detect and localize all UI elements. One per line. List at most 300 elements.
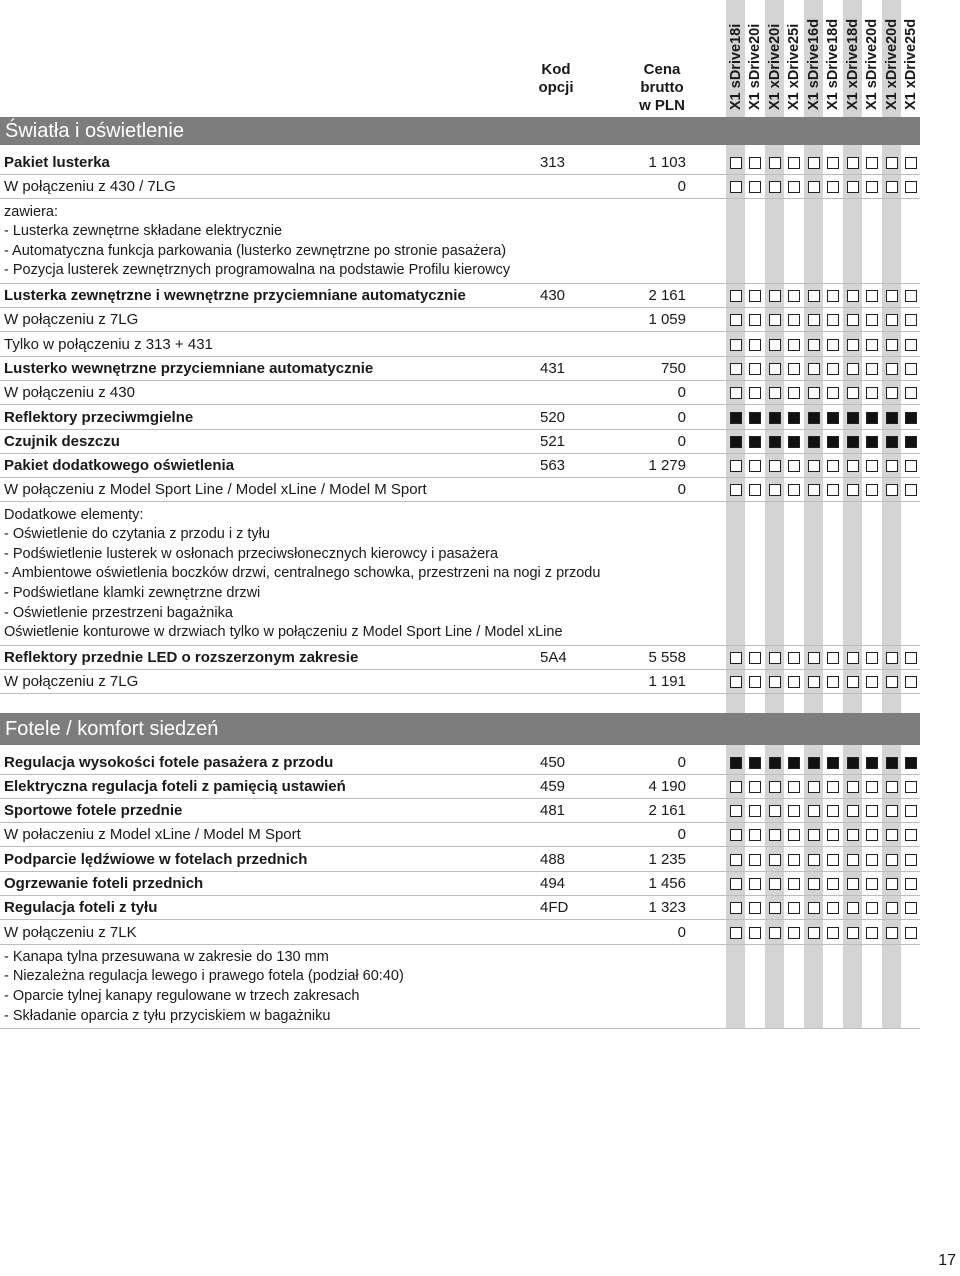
standard-equipment-square [749,412,761,424]
option-row [0,751,920,775]
option-row [0,333,920,357]
optional-equipment-square [808,805,820,817]
optional-equipment-square [905,314,917,326]
model-header-label: X1 sDrive20d [864,18,880,110]
optional-equipment-square [730,878,742,890]
standard-equipment-square [847,436,859,448]
optional-equipment-square [749,387,761,399]
option-row [0,151,920,175]
option-row [0,848,920,872]
optional-equipment-square [905,363,917,375]
optional-equipment-square [769,484,781,496]
standard-equipment-square [886,412,898,424]
optional-equipment-square [769,652,781,664]
optional-equipment-square [749,829,761,841]
option-name: W połączeniu z Model Sport Line / Model xLine / Model M Sport [4,481,427,499]
optional-equipment-square [886,314,898,326]
optional-equipment-square [769,829,781,841]
optional-equipment-square [827,314,839,326]
optional-equipment-square [905,805,917,817]
option-price: 1 191 [648,673,686,691]
optional-equipment-square [730,676,742,688]
optional-equipment-square [905,181,917,193]
optional-equipment-square [769,902,781,914]
optional-equipment-square [886,290,898,302]
optional-equipment-square [808,902,820,914]
optional-equipment-square [788,829,800,841]
option-row [0,430,920,454]
optional-equipment-square [827,927,839,939]
option-row [0,478,920,502]
standard-equipment-square [808,757,820,769]
option-price: 1 279 [648,457,686,475]
option-name: Lusterko wewnętrzne przyciemniane automatycznie [4,359,374,377]
optional-equipment-square [788,484,800,496]
model-header [785,0,803,110]
price-header-line: w PLN [639,97,685,114]
optional-equipment-square [866,652,878,664]
standard-equipment-square [866,436,878,448]
option-price: 1 059 [648,311,686,329]
option-price: 0 [677,923,686,941]
optional-equipment-square [788,339,800,351]
model-header-label: X1 sDrive20i [747,23,763,110]
standard-equipment-square [866,757,878,769]
option-name: Lusterka zewnętrzne i wewnętrzne przyciemniane automatycznie [4,287,466,304]
optional-equipment-square [730,927,742,939]
optional-equipment-square [749,781,761,793]
optional-equipment-square [749,805,761,817]
optional-equipment-square [788,902,800,914]
optional-equipment-square [866,829,878,841]
note-line: - Oświetlenie do czytania z przodu i z tyłu [4,526,270,543]
option-price: 4 190 [648,777,686,795]
note-line: - Składanie oparcia z tyłu przyciskiem w bagażniku [4,1007,331,1024]
optional-equipment-square [808,829,820,841]
optional-equipment-square [808,290,820,302]
optional-equipment-square [769,781,781,793]
option-row [0,872,920,896]
option-code: 459 [540,777,566,795]
option-name: Podparcie lędźwiowe w fotelach przednich [4,850,308,868]
optional-equipment-square [827,484,839,496]
optional-equipment-square [749,181,761,193]
option-row [0,357,920,381]
option-name: Regulacja foteli z tyłu [4,899,158,917]
optional-equipment-square [886,181,898,193]
standard-equipment-square [788,412,800,424]
option-row [0,670,920,694]
model-header [902,0,920,110]
note-line: Dodatkowe elementy: [4,506,144,523]
optional-equipment-square [905,781,917,793]
optional-equipment-square [769,157,781,169]
option-name: Pakiet dodatkowego oświetlenia [4,457,235,475]
standard-equipment-square [847,412,859,424]
optional-equipment-square [730,829,742,841]
standard-equipment-square [749,436,761,448]
optional-equipment-square [866,387,878,399]
optional-equipment-square [730,290,742,302]
optional-equipment-square [769,290,781,302]
optional-equipment-square [749,339,761,351]
optional-equipment-square [866,363,878,375]
optional-equipment-square [847,902,859,914]
standard-equipment-square [905,757,917,769]
optional-equipment-square [769,339,781,351]
optional-equipment-square [866,314,878,326]
optional-equipment-square [886,339,898,351]
optional-equipment-square [769,363,781,375]
optional-equipment-square [730,652,742,664]
optional-equipment-square [827,157,839,169]
standard-equipment-square [730,757,742,769]
option-price: 0 [677,753,686,771]
option-name: W połączeniu z 430 / 7LG [4,178,176,196]
standard-equipment-square [827,412,839,424]
option-code: 313 [540,154,566,171]
optional-equipment-square [730,854,742,866]
optional-equipment-square [769,805,781,817]
model-header-label: X1 xDrive20i [767,23,783,110]
model-header-label: X1 sDrive16d [806,18,822,110]
model-header [805,0,823,110]
optional-equipment-square [788,878,800,890]
model-header [746,0,764,110]
optional-equipment-square [788,805,800,817]
optional-equipment-square [847,829,859,841]
optional-equipment-square [886,157,898,169]
option-code: 450 [540,753,566,771]
optional-equipment-square [905,652,917,664]
optional-equipment-square [886,387,898,399]
standard-equipment-square [827,436,839,448]
option-code: 481 [540,802,566,820]
optional-equipment-square [847,484,859,496]
optional-equipment-square [749,927,761,939]
standard-equipment-square [886,757,898,769]
optional-equipment-square [886,676,898,688]
optional-equipment-square [827,676,839,688]
optional-equipment-square [905,676,917,688]
optional-equipment-square [730,484,742,496]
optional-equipment-square [827,387,839,399]
optional-equipment-square [886,652,898,664]
option-price: 0 [677,481,686,499]
optional-equipment-square [788,290,800,302]
optional-equipment-square [905,339,917,351]
option-name: W połączeniu z 430 [4,384,135,402]
optional-equipment-square [788,387,800,399]
optional-equipment-square [866,676,878,688]
optional-equipment-square [808,652,820,664]
optional-equipment-square [886,805,898,817]
optional-equipment-square [905,829,917,841]
option-row [0,799,920,823]
optional-equipment-square [788,676,800,688]
optional-equipment-square [808,676,820,688]
option-code: 430 [540,287,566,304]
standard-equipment-square [769,436,781,448]
code-header-line: opcji [538,79,574,96]
note-line: - Podświetlenie lusterek w osłonach przeciwsłonecznych kierowcy i pasażera [4,545,499,562]
optional-equipment-square [847,676,859,688]
option-code: 4FD [540,899,569,917]
option-name: W połączeniu z 7LG [4,673,139,691]
optional-equipment-square [827,460,839,472]
optional-equipment-square [866,460,878,472]
optional-equipment-square [886,927,898,939]
optional-equipment-square [749,878,761,890]
option-note [0,200,920,284]
optional-equipment-square [788,460,800,472]
option-row [0,381,920,405]
option-price: 2 161 [648,287,686,304]
optional-equipment-square [827,878,839,890]
option-row [0,308,920,332]
option-note [0,945,920,1029]
optional-equipment-square [827,781,839,793]
optional-equipment-square [866,878,878,890]
standard-equipment-square [769,757,781,769]
optional-equipment-square [808,854,820,866]
note-line: - Niezależna regulacja lewego i prawego fotela (podział 60:40) [4,968,404,985]
code-column-header [526,61,586,97]
note-line: Oświetlenie konturowe w drzwiach tylko w połączeniu z Model Sport Line / Model xLine [4,624,563,641]
standard-equipment-square [905,412,917,424]
optional-equipment-square [769,676,781,688]
optional-equipment-square [808,157,820,169]
price-header-line: Cena [643,61,681,78]
optional-equipment-square [905,157,917,169]
optional-equipment-square [827,854,839,866]
optional-equipment-square [886,878,898,890]
option-code: 563 [540,457,566,475]
optional-equipment-square [847,927,859,939]
optional-equipment-square [866,484,878,496]
optional-equipment-square [886,460,898,472]
model-header-label: X1 sDrive18i [728,23,744,110]
optional-equipment-square [905,484,917,496]
option-code: 431 [540,359,566,377]
optional-equipment-square [749,676,761,688]
option-row [0,284,920,308]
optional-equipment-square [827,339,839,351]
optional-equipment-square [749,363,761,375]
standard-equipment-square [847,757,859,769]
optional-equipment-square [730,781,742,793]
option-price: 1 323 [648,899,686,917]
optional-equipment-square [847,387,859,399]
option-note [0,503,920,646]
model-header-label: X1 xDrive25i [786,23,802,110]
option-price: 0 [677,178,686,196]
option-price: 1 456 [648,875,686,892]
optional-equipment-square [769,387,781,399]
note-line: - Kanapa tylna przesuwana w zakresie do 130 mm [4,948,329,965]
optional-equipment-square [788,157,800,169]
model-header-label: X1 sDrive18d [825,18,841,110]
note-line: - Ambientowe oświetlenia boczków drzwi, centralnego schowka, przestrzeni na nogi z przodu [4,565,601,582]
optional-equipment-square [905,387,917,399]
optional-equipment-square [730,902,742,914]
option-name: Regulacja wysokości fotele pasażera z przodu [4,753,334,771]
optional-equipment-square [788,181,800,193]
optional-equipment-square [866,290,878,302]
option-price: 0 [677,408,686,426]
option-row [0,896,920,920]
option-row [0,406,920,430]
optional-equipment-square [847,652,859,664]
option-name: W połaczeniu z Model xLine / Model M Sport [4,826,301,844]
optional-equipment-square [827,652,839,664]
optional-equipment-square [886,854,898,866]
optional-equipment-square [730,460,742,472]
standard-equipment-square [749,757,761,769]
option-code: 5A4 [540,648,567,666]
note-line: - Pozycja lusterek zewnętrznych programowalna na podstawie Profilu kierowcy [4,262,511,279]
standard-equipment-square [730,412,742,424]
optional-equipment-square [788,363,800,375]
optional-equipment-square [730,805,742,817]
option-row [0,775,920,799]
optional-equipment-square [905,854,917,866]
option-price: 1 235 [648,850,686,868]
option-name: Reflektory przednie LED o rozszerzonym zakresie [4,648,359,666]
optional-equipment-square [847,805,859,817]
option-name: W połączeniu z 7LG [4,311,139,329]
optional-equipment-square [847,157,859,169]
model-header-label: X1 xDrive25d [903,18,919,110]
optional-equipment-square [866,157,878,169]
optional-equipment-square [808,878,820,890]
option-row [0,921,920,945]
optional-equipment-square [749,484,761,496]
optional-equipment-square [847,363,859,375]
optional-equipment-square [808,484,820,496]
model-header [824,0,842,110]
optional-equipment-square [749,314,761,326]
standard-equipment-square [905,436,917,448]
model-header [727,0,745,110]
code-header-line: Kod [541,61,571,78]
optional-equipment-square [769,460,781,472]
model-header [863,0,881,110]
optional-equipment-square [827,902,839,914]
optional-equipment-square [866,854,878,866]
optional-equipment-square [788,314,800,326]
optional-equipment-square [886,363,898,375]
option-price: 1 103 [648,154,686,171]
optional-equipment-square [730,363,742,375]
optional-equipment-square [769,878,781,890]
optional-equipment-square [827,181,839,193]
optional-equipment-square [866,181,878,193]
model-header-label: X1 xDrive20d [884,18,900,110]
optional-equipment-square [769,854,781,866]
option-code: 494 [540,875,566,892]
optional-equipment-square [808,314,820,326]
optional-equipment-square [827,290,839,302]
option-price: 0 [677,432,686,450]
standard-equipment-square [808,436,820,448]
price-header-line: brutto [640,79,684,96]
note-line: zawiera: [4,203,58,220]
optional-equipment-square [886,829,898,841]
optional-equipment-square [769,181,781,193]
standard-equipment-square [788,436,800,448]
optional-equipment-square [749,854,761,866]
optional-equipment-square [788,927,800,939]
optional-equipment-square [905,927,917,939]
standard-equipment-square [808,412,820,424]
standard-equipment-square [827,757,839,769]
option-name: Pakiet lusterka [4,154,110,171]
optional-equipment-square [730,339,742,351]
optional-equipment-square [866,805,878,817]
model-header-label: X1 xDrive18d [845,18,861,110]
optional-equipment-square [788,854,800,866]
optional-equipment-square [769,927,781,939]
optional-equipment-square [866,781,878,793]
optional-equipment-square [769,314,781,326]
optional-equipment-square [847,854,859,866]
option-price: 0 [677,826,686,844]
optional-equipment-square [905,460,917,472]
optional-equipment-square [788,652,800,664]
optional-equipment-square [730,157,742,169]
optional-equipment-square [866,902,878,914]
optional-equipment-square [749,290,761,302]
optional-equipment-square [847,339,859,351]
option-price: 2 161 [648,802,686,820]
price-column-header [628,61,696,115]
section-title-bar: Fotele / komfort siedzeń [0,713,920,745]
note-line: - Podświetlane klamki zewnętrzne drzwi [4,585,261,602]
option-name: Elektryczna regulacja foteli z pamięcią ustawień [4,777,346,795]
option-name: Czujnik deszczu [4,432,120,450]
optional-equipment-square [749,902,761,914]
optional-equipment-square [730,181,742,193]
standard-equipment-square [866,412,878,424]
option-row [0,646,920,670]
optional-equipment-square [847,290,859,302]
note-line: - Oświetlenie przestrzeni bagażnika [4,604,233,621]
optional-equipment-square [827,363,839,375]
note-line: - Lusterka zewnętrne składane elektrycznie [4,223,283,240]
option-code: 520 [540,408,566,426]
optional-equipment-square [827,829,839,841]
option-name: Sportowe fotele przednie [4,802,183,820]
optional-equipment-square [847,314,859,326]
standard-equipment-square [769,412,781,424]
optional-equipment-square [847,878,859,890]
option-code: 488 [540,850,566,868]
optional-equipment-square [905,290,917,302]
optional-equipment-square [847,181,859,193]
optional-equipment-square [749,157,761,169]
option-row [0,175,920,199]
optional-equipment-square [730,314,742,326]
optional-equipment-square [866,339,878,351]
section-title-bar: Światła i oświetlenie [0,117,920,145]
optional-equipment-square [808,387,820,399]
optional-equipment-square [808,460,820,472]
option-price: 750 [660,359,686,377]
note-line: - Automatyczna funkcja parkowania (lusterko zewnętrzne po stronie pasażera) [4,242,507,259]
option-price: 0 [677,384,686,402]
optional-equipment-square [886,484,898,496]
